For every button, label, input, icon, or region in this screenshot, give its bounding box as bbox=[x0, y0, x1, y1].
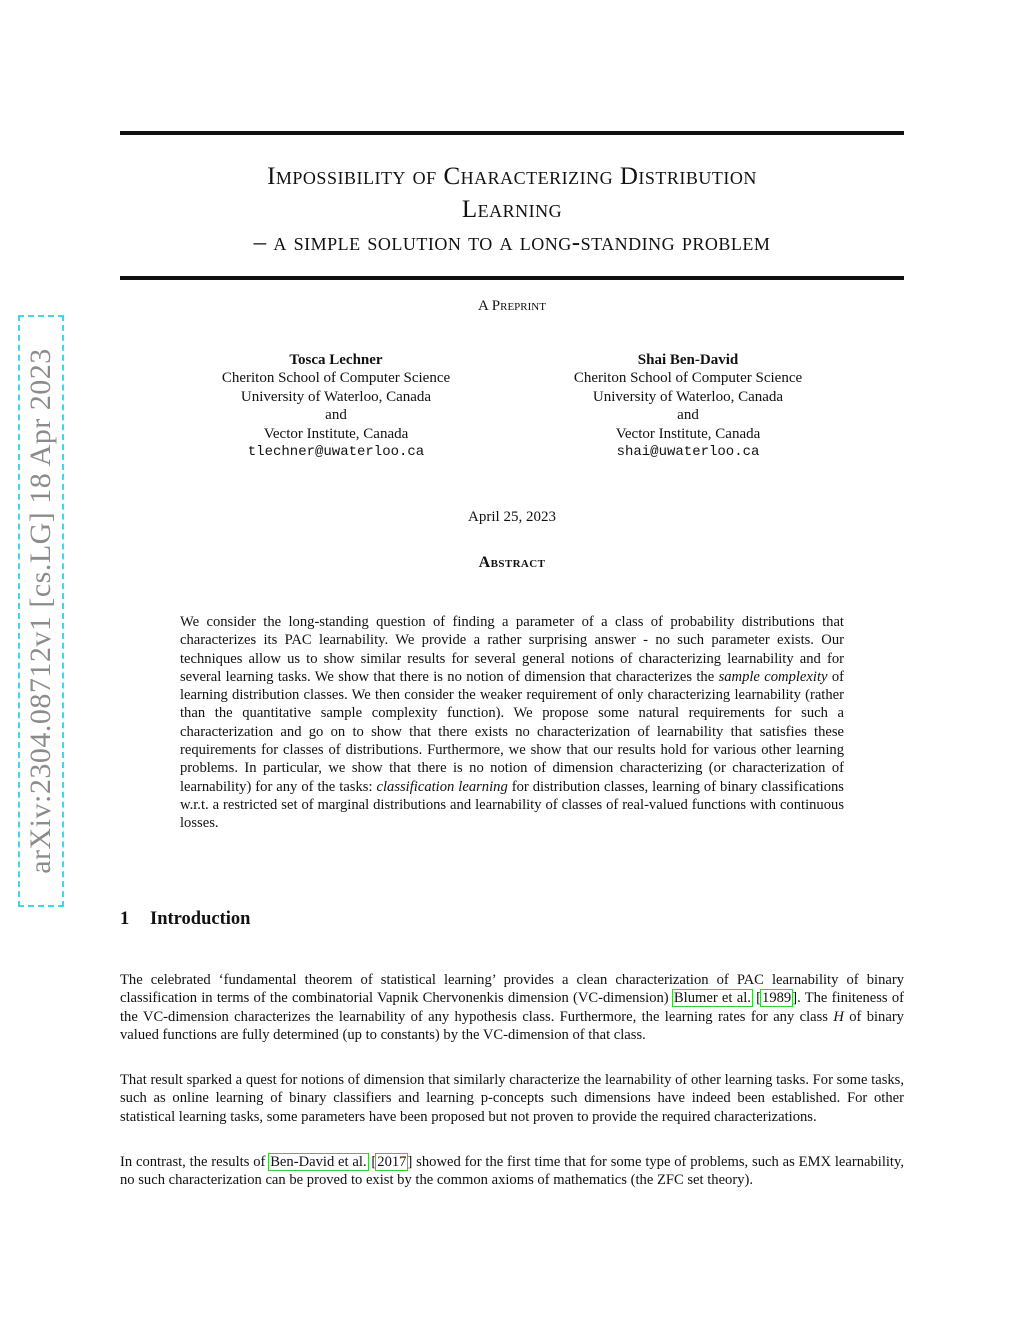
abstract-text: of learning distribution classes. We then consider the weaker requirement of only characterizing learnability (rather than the quantitative sample complexity function). We propose some natural requirements for such a characterization and go on to show that there exists no characterization of learnability that satisfies these requirements for classes of distributions. Furthermore, we show that our results hold for various other learning problems. In particular, we show that there is no notion of dimension characterizing (or characterization of learnability) for any of the tasks: bbox=[180, 668, 845, 795]
author-affiliation: Vector Institute, Canada bbox=[615, 425, 761, 442]
paragraph-text: showed for the first time that for some type of problems, such as EMX learnability, no such characterization can be proved to exist by the common axioms of mathematics (the ZFC set theory). bbox=[120, 1154, 904, 1189]
intro-paragraph-1: The celebrated ‘fundamental theorem of statistical learning’ provides a clean characterization of PAC learnability of binary classification in terms of the combinatorial Vapnik Chervonenkis dimension (VC-dimension) Blumer et al. [1989]. The finiteness of the VC-dimension characterizes the learnability of any hypothesis class. Furthermore, the learning rates for any class H of binary valued functions are fully determined (up to constants) by the VC-dimension of that class. bbox=[120, 972, 904, 1043]
paragraph-text: of binary valued functions are fully determined (up to constants) by the VC-dimension of that class. bbox=[120, 1008, 904, 1043]
citation-year-link[interactable]: 1989 bbox=[762, 990, 792, 1007]
author-email-link[interactable]: tlechner@uwaterloo.ca bbox=[247, 444, 425, 461]
preprint-label: A Preprint bbox=[478, 298, 546, 314]
author-name: Shai Ben-David bbox=[637, 352, 739, 368]
abstract-body bbox=[180, 613, 844, 833]
author-email-link[interactable]: shai@uwaterloo.ca bbox=[616, 444, 760, 461]
arxiv-sidebar-stamp[interactable] bbox=[18, 315, 64, 907]
intro-paragraph-2: That result sparked a quest for notions of dimension that similarly characterize the learnability of other learning tasks. For some tasks, such as online learning of binary classifiers and learning p-concepts such dimensions have indeed been established. For other statistical learning tasks, some parameters have been proposed but not proven to provide the required characterizations. bbox=[120, 1072, 904, 1125]
author-conjunction: and bbox=[325, 407, 347, 424]
author-block-1 bbox=[186, 351, 486, 461]
abstract-heading: Abstract bbox=[478, 554, 546, 571]
paper-date: April 25, 2023 bbox=[468, 509, 556, 525]
paragraph-text: In contrast, the results of bbox=[120, 1154, 270, 1170]
author-affiliation: University of Waterloo, Canada bbox=[240, 388, 432, 405]
math-variable: H bbox=[833, 1008, 844, 1025]
author-affiliation: Cheriton School of Computer Science bbox=[573, 370, 803, 387]
title-top-rule bbox=[120, 131, 904, 135]
arxiv-identifier[interactable]: arXiv:2304.08712v1 [cs.LG] 18 Apr 2023 bbox=[24, 348, 57, 874]
abstract-text: for distribution classes, learning of binary classifications w.r.t. a restricted set of marginal distributions and learnability of classes of real-valued functions with continuous losses. bbox=[180, 778, 844, 832]
author-name: Tosca Lechner bbox=[289, 352, 383, 368]
citation-year-link[interactable]: 2017 bbox=[377, 1154, 407, 1170]
abstract-emphasis: classification learning bbox=[376, 778, 508, 795]
title-line-1: Impossibility of Characterizing Distribution bbox=[267, 163, 757, 190]
paper-title bbox=[120, 160, 904, 259]
title-line-2: Learning bbox=[461, 196, 563, 223]
author-affiliation: Vector Institute, Canada bbox=[263, 425, 409, 442]
section-title: Introduction bbox=[150, 909, 251, 929]
abstract-text: We consider the long-standing question of finding a parameter of a class of probability distributions that characterizes its PAC learnability. We provide a rather surprising answer - no such parameter exists. Our techniques allow us to show similar results for several general notions of characterizing learnability and for several learning tasks. We show that there is no notion of dimension that characterizes the bbox=[180, 614, 844, 685]
author-affiliation: University of Waterloo, Canada bbox=[592, 388, 784, 405]
title-line-3: – a simple solution to a long-standing problem bbox=[253, 229, 771, 256]
author-block-2 bbox=[538, 351, 838, 461]
paragraph-text: . The finiteness of the VC-dimension characterizes the learnability of any hypothesis class. Furthermore, the learning rates for any class bbox=[120, 990, 904, 1025]
title-bottom-rule bbox=[120, 276, 904, 280]
author-conjunction: and bbox=[677, 407, 699, 424]
intro-paragraph-3: In contrast, the results of Ben-David et al. [2017] showed for the first time that for some type of problems, such as EMX learnability, no such characterization can be proved to exist by the common axioms of mathematics (the ZFC set theory). bbox=[120, 1154, 904, 1189]
citation-link[interactable]: Blumer et al. bbox=[673, 990, 751, 1007]
abstract-emphasis: sample complexity bbox=[718, 668, 828, 685]
citation-link[interactable]: Ben-David et al. bbox=[270, 1154, 367, 1170]
section-number: 1 bbox=[120, 909, 130, 929]
section-heading-introduction bbox=[120, 909, 250, 930]
author-affiliation: Cheriton School of Computer Science bbox=[221, 370, 451, 387]
paragraph-text: The celebrated ‘fundamental theorem of statistical learning’ provides a clean characterization of PAC learnability of binary classification in terms of the combinatorial Vapnik Chervonenkis dimension (VC-dimension) bbox=[120, 972, 904, 1007]
